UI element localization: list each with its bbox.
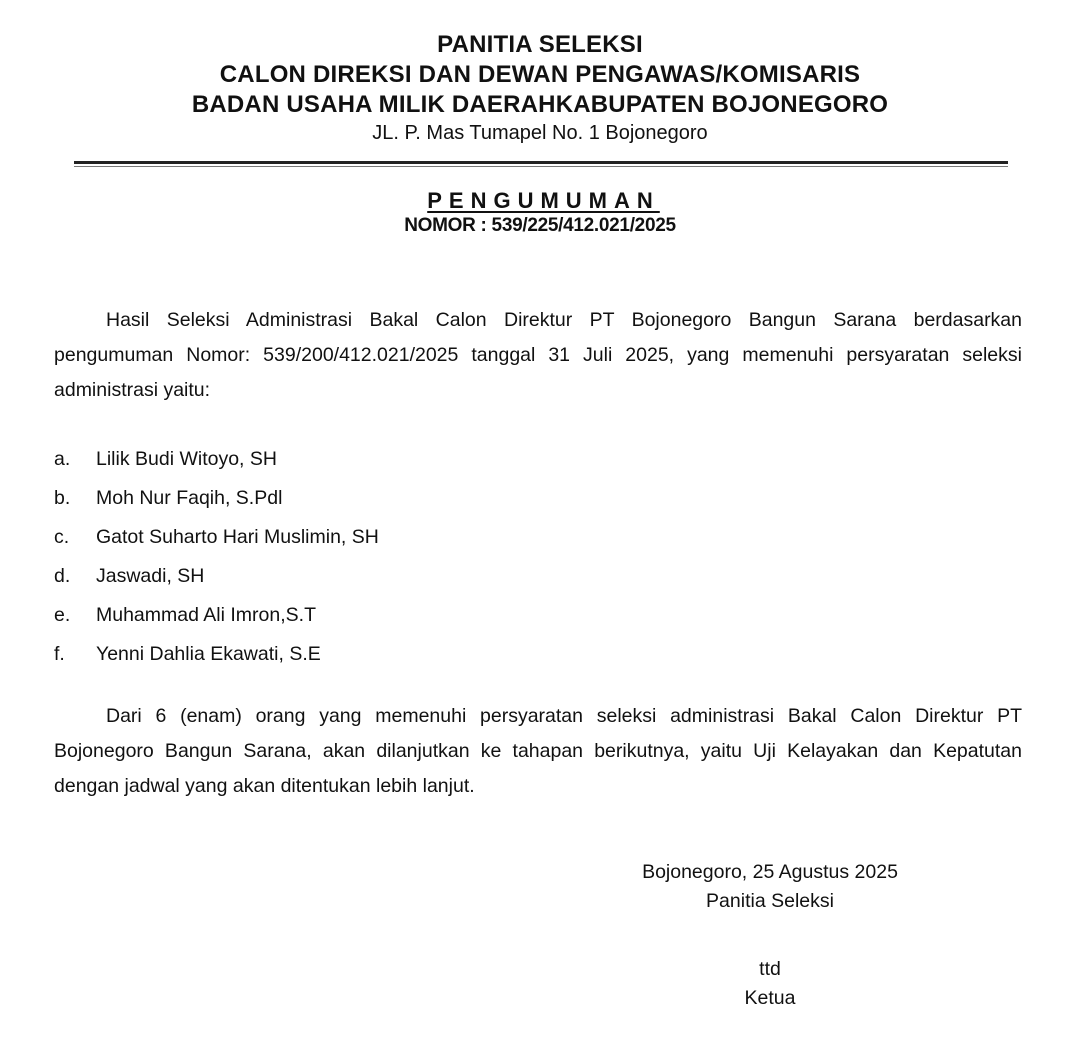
- signature-place-date: Bojonegoro, 25 Agustus 2025: [642, 861, 898, 883]
- list-item-marker: d.: [54, 565, 71, 587]
- body-paragraph-intro: Hasil Seleksi Administrasi Bakal Calon Direktur PT Bojonegoro Bangun Sarana berdasarkan pengumuman Nomor: 539/200/412.021/2025 tanggal 31 Juli 2025, yang memenuhi persyaratan seleksi administrasi yaitu:: [54, 309, 1022, 401]
- announcement-title: PENGUMUMAN: [427, 188, 660, 213]
- candidate-name: Lilik Budi Witoyo, SH: [96, 448, 277, 470]
- list-item-marker: b.: [54, 487, 71, 509]
- list-item-marker: a.: [54, 448, 71, 470]
- list-item-marker: f.: [54, 643, 65, 665]
- list-item: [54, 596, 754, 635]
- letterhead-divider-thin: [74, 166, 1008, 167]
- candidate-name: Moh Nur Faqih, S.Pdl: [96, 487, 283, 509]
- announcement-heading: [0, 188, 1080, 238]
- candidate-name: Gatot Suharto Hari Muslimin, SH: [96, 526, 379, 548]
- list-item: [54, 557, 754, 596]
- signature-signed: ttd: [759, 958, 781, 980]
- signature-committee: Panitia Seleksi: [706, 890, 834, 912]
- letterhead: [0, 30, 1080, 146]
- list-item-marker: c.: [54, 526, 70, 548]
- list-item: [54, 518, 754, 557]
- list-item: [54, 440, 754, 479]
- signature-signoff: [560, 955, 980, 1013]
- body-paragraph-conclusion: Dari 6 (enam) orang yang memenuhi persyaratan seleksi administrasi Bakal Calon Direktur PT Bojonegoro Bangun Sarana, akan dilanjutkan ke tahapan berikutnya, yaitu Uji Kelayakan dan Kepatutan dengan jadwal yang akan ditentukan lebih lanjut.: [54, 705, 1022, 797]
- signature-role: Ketua: [744, 987, 796, 1009]
- signature-block: [560, 858, 980, 916]
- candidate-name: Muhammad Ali Imron,S.T: [96, 604, 316, 626]
- list-item-marker: e.: [54, 604, 71, 626]
- candidate-name: Jaswadi, SH: [96, 565, 205, 587]
- list-item: [54, 635, 754, 674]
- list-item: [54, 479, 754, 518]
- candidate-name: Yenni Dahlia Ekawati, S.E: [96, 643, 321, 665]
- candidate-list: [54, 440, 754, 674]
- letterhead-line-2: CALON DIREKSI DAN DEWAN PENGAWAS/KOMISARIS: [219, 61, 861, 88]
- announcement-number: NOMOR : 539/225/412.021/2025: [404, 215, 676, 236]
- letterhead-divider: [74, 161, 1008, 164]
- letterhead-line-3: BADAN USAHA MILIK DAERAHKABUPATEN BOJONEGORO: [191, 91, 889, 118]
- letterhead-line-1: PANITIA SELEKSI: [437, 31, 643, 58]
- letterhead-address: JL. P. Mas Tumapel No. 1 Bojonegoro: [372, 122, 708, 144]
